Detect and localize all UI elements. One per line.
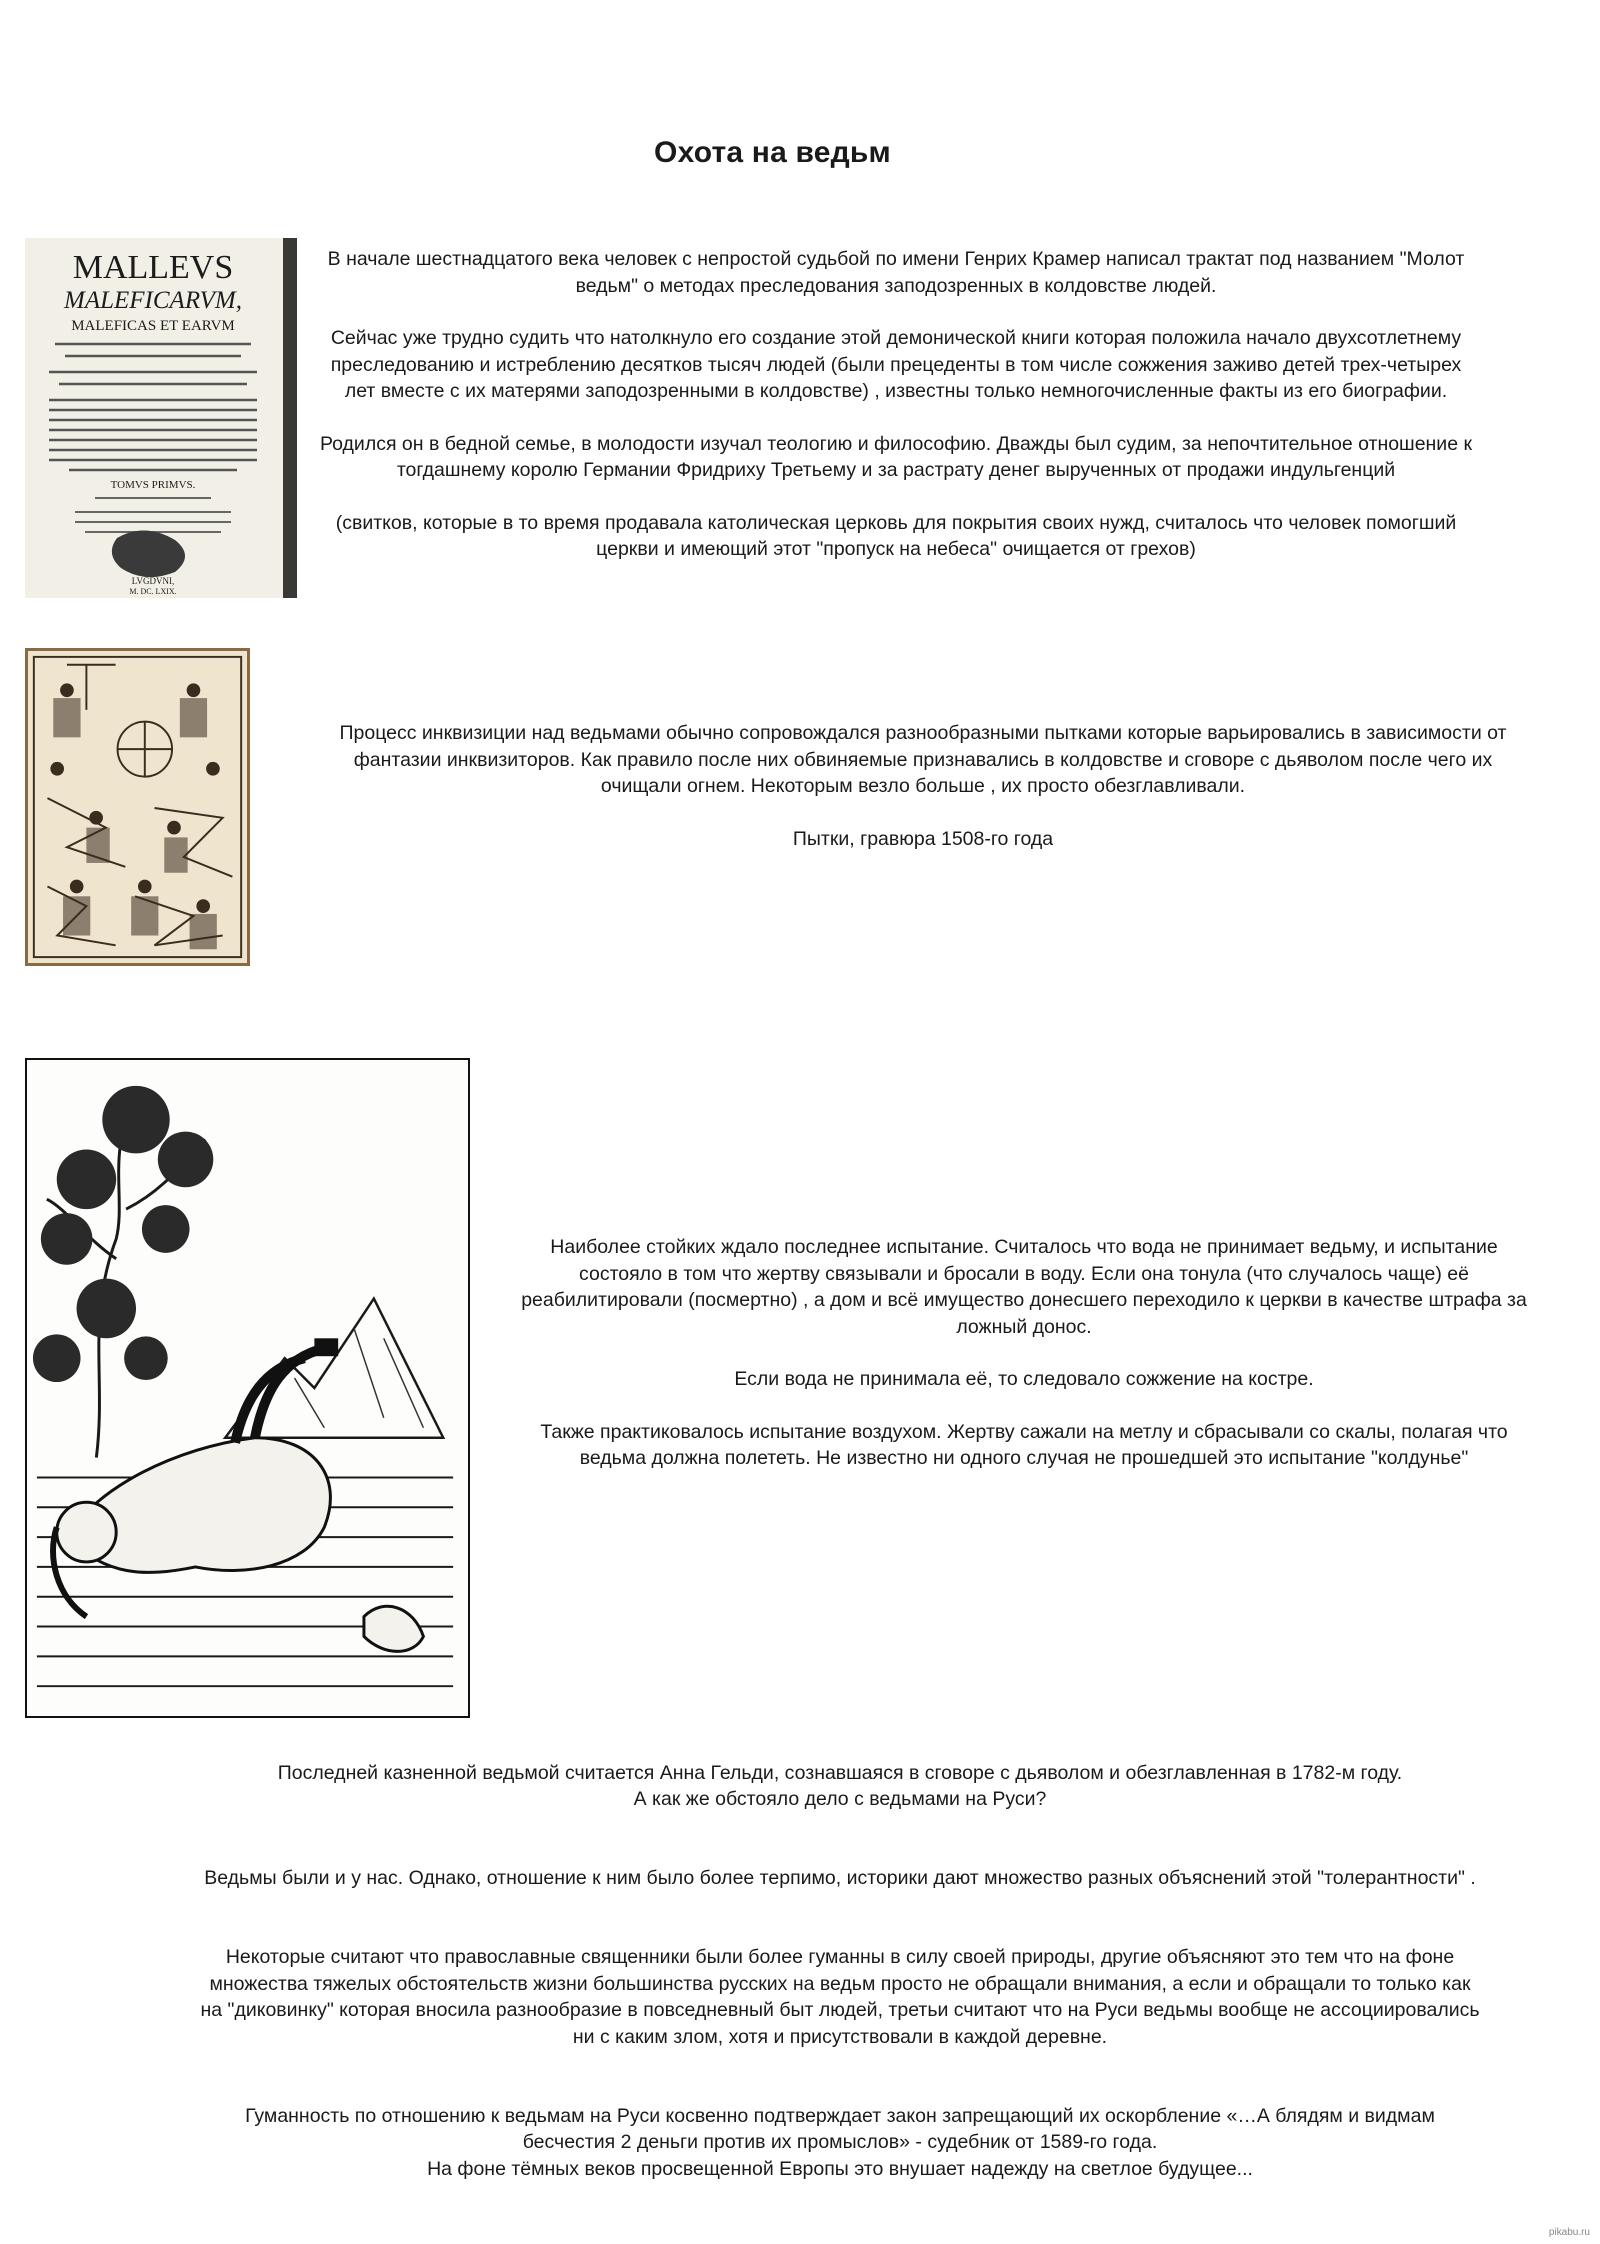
paragraph: Также практиковалось испытание воздухом. Жертву сажали на метлу и сбрасывали со скалы, полагая что ведьма должна полететь. Не известно ни одного случая не прошедшей это испытание "колдунье" (540, 1420, 1508, 1469)
paragraph: (свитков, которые в то время продавала католическая церковь для покрытия своих нужд, считалось что человек помогший церкви и имеющий этот "пропуск на небеса" очищается от грехов) (335, 511, 1457, 560)
page-title: Охота на ведьм (654, 136, 891, 169)
cover-title-line: MALLEVS (72, 249, 234, 286)
paragraph: Сейчас уже трудно судить что натолкнуло его создание этой демонической книги которая положила начало двухсотлетнему преследованию и истреблению десятков тысяч людей (были прецеденты в том числе сожжения заживо детей трех-четырех лет вместе с их матерями заподозренными в колдовстве) , известны только немногочисленные факты из его биографии. (330, 327, 1462, 402)
cover-title-line: LVGDVNI, (131, 576, 175, 586)
footer-logo: pikabu.ru (1548, 2227, 1590, 2238)
paragraph: Процесс инквизиции над ведьмами обычно сопровождался разнообразными пытками которые варьировались в зависимости от фантазии инквизиторов. Как правило после них обвиняемые признавались в колдовстве и сговоре с дьяволом после чего их очищали огнем. Некоторым везло больше , их просто обезглавливали. (339, 722, 1507, 797)
intro-text-block (318, 246, 1474, 563)
paragraph: Некоторые считают что православные священники были более гуманны в силу своей природы, другие объясняют это тем что на фоне множества тяжелых обстоятельств жизни большинства русских на ведьм просто не обращали внимания, а если и обращали то только как на "диковинку" которая вносила разнообразие в повседневный быт людей, третьи считают что на Руси ведьмы вообще не ассоциировались ни с каким злом, хотя и присутствовали в каждой деревне. (200, 1946, 1480, 2048)
paragraph: Наиболее стойких ждало последнее испытание. Считалось что вода не принимает ведьму, и испытание состояло в том что жертву связывали и бросали в воду. Если она тонула (что случалось чаще) её реабилитировали (посмертно) , а дом и всё имущество донесшего переходило к церкви в качестве штрафа за ложный донос. (521, 1236, 1527, 1338)
paragraph: В начале шестнадцатого века человек с непростой судьбой по имени Генрих Крамер написал трактат под названием "Молот ведьм" о методах преследования заподозренных в колдовстве людей. (327, 248, 1465, 297)
cover-title-line: M. DC. LXIX. (129, 587, 177, 596)
cover-title-line: MALEFICARVM, (64, 287, 242, 314)
malleus-maleficarum-cover-image (25, 238, 297, 598)
paragraph: Родился он в бедной семье, в молодости изучал теологию и философию. Дважды был судим, за непочтительное отношение к тогдашнему королю Германии Фридриху Третьему и за растрату денег вырученных от продажи индульгенций (319, 432, 1472, 481)
inquisition-text-block (334, 720, 1512, 852)
paragraph: Последней казненной ведьмой считается Анна Гельди, сознавшаяся в сговоре с дьяволом и обезглавленная в 1782-м году. А как же обстояло дело с ведьмами на Руси? (277, 1761, 1403, 1810)
torture-engraving-image (25, 648, 250, 966)
cover-title-line: MALEFICAS ET EARVM (71, 318, 235, 334)
water-trial-text-block (518, 1234, 1530, 1472)
paragraph: Если вода не принимала её, то следовало сожжение на костре. (734, 1368, 1314, 1390)
cover-title-line: TOMVS PRIMVS. (110, 479, 196, 491)
engraving-caption: Пытки, гравюра 1508-го года (792, 827, 1054, 850)
water-trial-engraving-image (25, 1058, 470, 1718)
paragraph: Гуманность по отношению к ведьмам на Руси косвенно подтверждает закон запрещающий их оскорбление «…А блядям и видмам бесчестия 2 деньги против их промыслов» - судебник от 1589-го года. На фоне тёмных веков просвещенной Европы это внушает надежду на светлое будущее... (245, 2104, 1435, 2180)
paragraph: Ведьмы были и у нас. Однако, отношение к ним было более терпимо, историки дают множество разных объяснений этой "толерантности" . (204, 1867, 1476, 1889)
russia-text-block (200, 1733, 1480, 2209)
